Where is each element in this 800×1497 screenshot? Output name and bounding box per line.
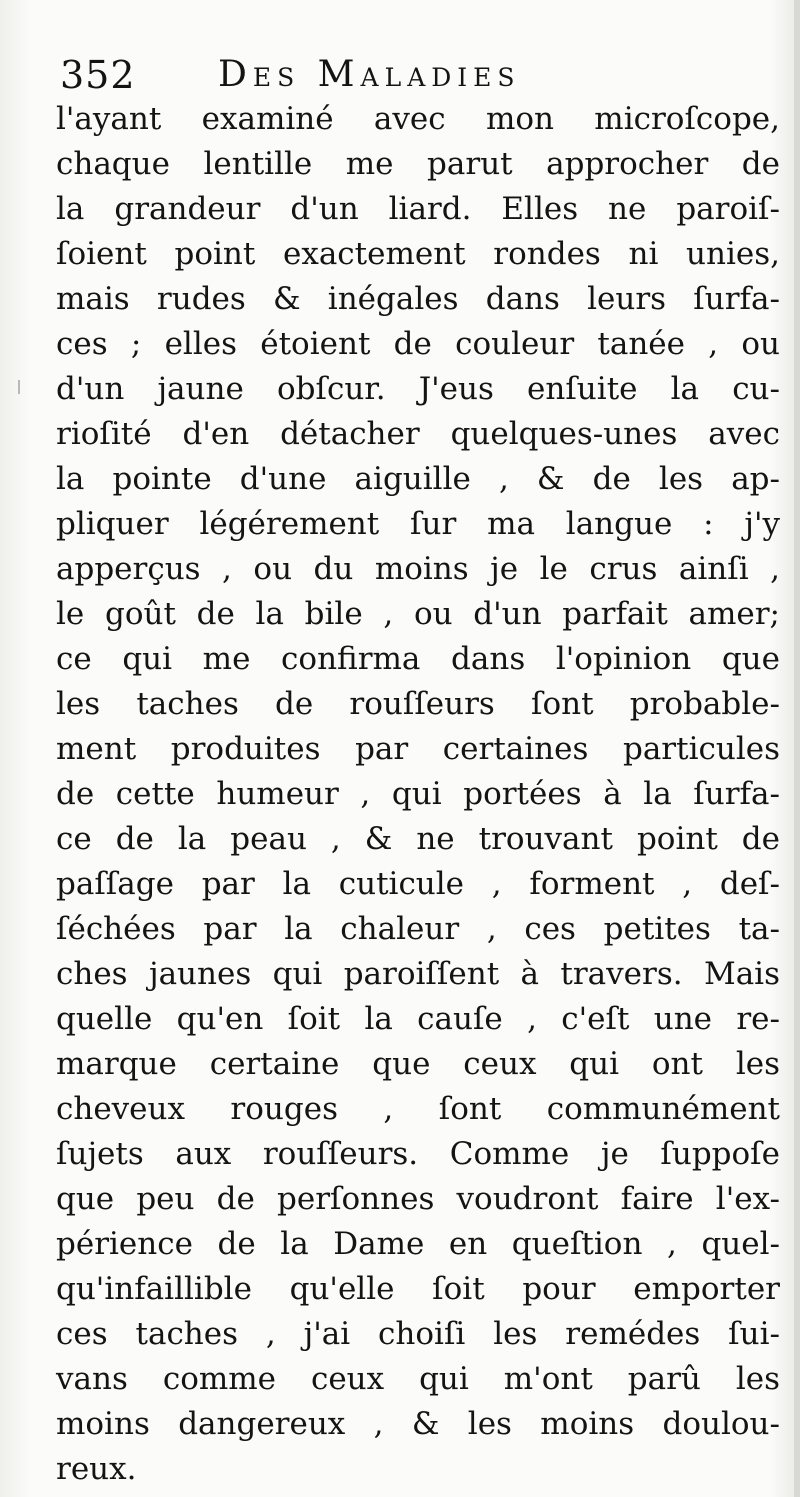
text-line: l'ayant examiné avec mon microſcope, <box>56 101 780 137</box>
page-number: 352 <box>60 53 136 97</box>
text-line: les taches de rouſſeurs ſont probable- <box>56 686 780 722</box>
text-line: ces ; elles étoient de couleur tanée , ou <box>56 326 780 362</box>
text-line: pliquer légérement ſur ma langue : j'y <box>56 506 780 542</box>
text-line: ce qui me confirma dans l'opinion que <box>56 641 780 677</box>
margin-mark <box>18 380 20 394</box>
text-line: paſſage par la cuticule , forment , deſ- <box>56 866 780 902</box>
text-line: la grandeur d'un liard. Elles ne paroiſ- <box>56 191 780 227</box>
text-line: chaque lentille me parut approcher de <box>56 146 780 182</box>
page-edge <box>794 0 800 1497</box>
page-header <box>60 50 760 100</box>
text-line: que peu de perſonnes voudront faire l'ex- <box>56 1181 780 1217</box>
text-line: périence de la Dame en queſtion , quel- <box>56 1226 780 1262</box>
text-line: le goût de la bile , ou d'un parfait amer; <box>56 596 780 632</box>
text-line: quelle qu'en ſoit la cauſe , c'eſt une re- <box>56 1001 780 1037</box>
text-line: ment produites par certaines particules <box>56 731 780 767</box>
text-line: cheveux rouges , ſont communément <box>56 1091 780 1127</box>
text-line: la pointe d'une aiguille , & de les ap- <box>56 461 780 497</box>
text-line: ſujets aux rouſſeurs. Comme je ſuppoſe <box>56 1136 780 1172</box>
text-line: ce de la peau , & ne trouvant point de <box>56 821 780 857</box>
text-line: d'un jaune obſcur. J'eus enſuite la cu- <box>56 371 780 407</box>
text-line: vans comme ceux qui m'ont parû les <box>56 1361 780 1397</box>
text-line: ſoient point exactement rondes ni unies, <box>56 236 780 272</box>
text-line: ſéchées par la chaleur , ces petites ta- <box>56 911 780 947</box>
text-line: ces taches , j'ai choiſi les remédes ſui- <box>56 1316 780 1352</box>
text-line: qu'infaillible qu'elle ſoit pour emporter <box>56 1271 780 1307</box>
text-line: apperçus , ou du moins je le crus ainſi , <box>56 551 780 587</box>
text-line: mais rudes & inégales dans leurs ſurfa- <box>56 281 780 317</box>
text-line: rioſité d'en détacher quelques-unes avec <box>56 416 780 452</box>
text-line: reux. <box>56 1451 137 1487</box>
body-text <box>56 97 780 1492</box>
running-title: Des Maladies <box>218 54 521 95</box>
text-line: de cette humeur , qui portées à la ſurfa- <box>56 776 780 812</box>
text-line: ches jaunes qui paroiſſent à travers. Mais <box>56 956 780 992</box>
text-line: moins dangereux , & les moins doulou- <box>56 1406 780 1442</box>
text-line: marque certaine que ceux qui ont les <box>56 1046 780 1082</box>
